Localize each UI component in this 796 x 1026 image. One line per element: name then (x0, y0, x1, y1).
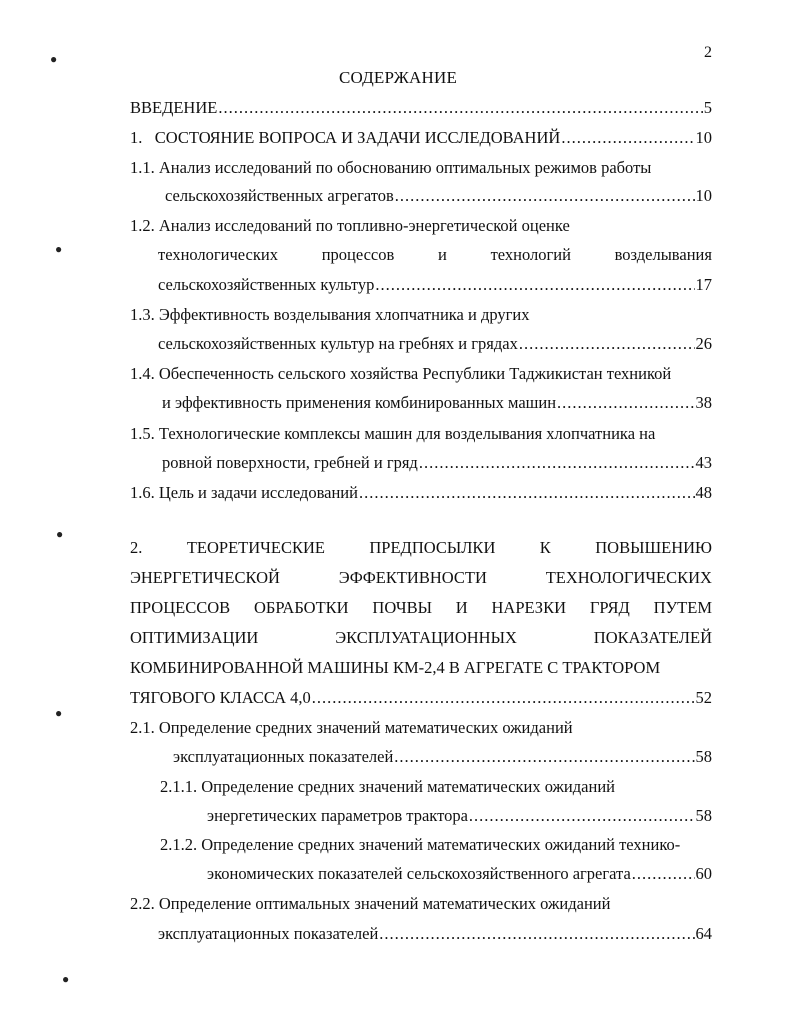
toc-entry-1-5-line1[interactable]: 1.5. Технологические комплексы машин для возделывания хлопчатника на (130, 424, 656, 443)
toc-entry-2-1-2-line1[interactable]: 2.1.2. Определение средних значений математических ожиданий технико- (160, 835, 681, 854)
word: ОБРАБОТКИ (253, 598, 349, 617)
toc-page: 58 (695, 806, 712, 825)
toc-entry-text: сельскохозяйственных культур на гребнях и грядах (158, 334, 518, 353)
toc-leader (519, 334, 695, 354)
toc-chapter-2-line5[interactable]: КОМБИНИРОВАННОЙ МАШИНЫ КМ-2,4 В АГРЕГАТЕ С ТРАКТОРОМ (130, 658, 661, 677)
toc-title: СОДЕРЖАНИЕ (338, 68, 458, 87)
word: ТЕОРЕТИЧЕСКИЕ (186, 538, 325, 557)
toc-page: 26 (695, 334, 712, 353)
toc-entry-text: ТЯГОВОГО КЛАССА 4,0 (130, 688, 311, 707)
word: ПРОЦЕССОВ (130, 598, 231, 617)
word: технологий (490, 245, 571, 264)
toc-chapter-2-line3[interactable] (130, 598, 712, 618)
toc-page: 38 (695, 393, 712, 412)
toc-entry-text: энергетических параметров трактора (207, 806, 468, 825)
toc-page: 58 (695, 747, 712, 766)
toc-leader (375, 275, 694, 295)
scan-mark-5: ● (62, 972, 70, 986)
word: возделывания (614, 245, 712, 264)
toc-entry-text: сельскохозяйственных культур (158, 275, 375, 294)
toc-page: 48 (695, 483, 712, 502)
scan-mark-1: ● (50, 52, 58, 66)
toc-page: 64 (695, 924, 712, 943)
toc-entry-2-2[interactable] (158, 924, 712, 944)
toc-leader (359, 483, 695, 503)
toc-entry-text: и эффективность применения комбинированных машин (162, 393, 557, 412)
toc-page: 60 (695, 864, 712, 883)
toc-entry-2-2-line1[interactable]: 2.2. Определение оптимальных значений математических ожиданий (130, 894, 611, 913)
word: К (539, 538, 551, 557)
toc-entry-chapter-2[interactable] (130, 688, 712, 708)
page-number: 2 (704, 44, 712, 61)
toc-leader (419, 453, 695, 473)
word: и (438, 245, 447, 264)
toc-leader (312, 688, 695, 708)
toc-entry-text: сельскохозяйственных агрегатов (165, 186, 394, 205)
word: ЭКСПЛУАТАЦИОННЫХ (335, 628, 517, 647)
word: технологических (158, 245, 278, 264)
toc-entry-1-1[interactable] (165, 186, 712, 206)
toc-entry-1-4-line1[interactable]: 1.4. Обеспеченность сельского хозяйства Республики Таджикистан техникой (130, 364, 672, 383)
word: ЭФФЕКТИВНОСТИ (338, 568, 487, 587)
toc-entry-text: ВВЕДЕНИЕ (130, 98, 218, 117)
toc-entry-2-1-line1[interactable]: 2.1. Определение средних значений математических ожиданий (130, 718, 573, 737)
toc-entry-text: ровной поверхности, гребней и гряд (162, 453, 418, 472)
toc-entry-1-2[interactable] (158, 275, 712, 295)
toc-entry-1-2-line2[interactable] (158, 245, 712, 265)
toc-page: 17 (695, 275, 712, 294)
toc-leader (395, 186, 695, 206)
toc-entry-text: эксплуатационных показателей (173, 747, 394, 766)
word: ПОКАЗАТЕЛЕЙ (593, 628, 712, 647)
toc-entry-1-1-line1[interactable]: 1.1. Анализ исследований по обоснованию оптимальных режимов работы (130, 158, 652, 177)
toc-entry-text: эксплуатационных показателей (158, 924, 379, 943)
toc-entry-text: 1.6. Цель и задачи исследований (130, 483, 358, 502)
word: И (455, 598, 468, 617)
scan-mark-2: ● (55, 242, 63, 256)
toc-entry-1-6[interactable] (130, 483, 712, 503)
toc-entry-intro[interactable] (130, 98, 712, 118)
toc-entry-1-3-line1[interactable]: 1.3. Эффективность возделывания хлопчатника и других (130, 305, 530, 324)
toc-entry-1-2-line1[interactable]: 1.2. Анализ исследований по топливно-энергетической оценке (130, 216, 570, 235)
word: 2. (130, 538, 143, 557)
scan-mark-3: ● (56, 527, 64, 541)
toc-chapter-2-line1[interactable] (130, 538, 712, 558)
toc-entry-2-1-2[interactable] (207, 864, 712, 884)
toc-chapter-2-line2[interactable] (130, 568, 712, 588)
toc-entry-chapter-1[interactable] (130, 128, 712, 148)
scan-mark-4: ● (55, 706, 63, 720)
toc-leader (469, 806, 695, 826)
word: ГРЯД (589, 598, 630, 617)
toc-leader (218, 98, 702, 118)
toc-leader (561, 128, 694, 148)
toc-leader (379, 924, 694, 944)
toc-chapter-2-line4[interactable] (130, 628, 712, 648)
word: ПУТЕМ (653, 598, 712, 617)
toc-entry-2-1[interactable] (173, 747, 712, 767)
word: ОПТИМИЗАЦИИ (130, 628, 259, 647)
toc-page: 10 (695, 128, 712, 147)
word: НАРЕЗКИ (491, 598, 566, 617)
word: ТЕХНОЛОГИЧЕСКИХ (545, 568, 712, 587)
word: процессов (321, 245, 395, 264)
toc-entry-1-4[interactable] (162, 393, 712, 413)
toc-entry-text: экономических показателей сельскохозяйственного агрегата (207, 864, 631, 883)
toc-page: 5 (703, 98, 712, 117)
toc-entry-text: 1. СОСТОЯНИЕ ВОПРОСА И ЗАДАЧИ ИССЛЕДОВАНИЙ (130, 128, 561, 147)
word: ЭНЕРГЕТИЧЕСКОЙ (130, 568, 280, 587)
toc-entry-1-3[interactable] (158, 334, 712, 354)
toc-page: 10 (695, 186, 712, 205)
toc-entry-1-5[interactable] (162, 453, 712, 473)
toc-page: 43 (695, 453, 712, 472)
toc-leader (394, 747, 694, 767)
word: ПРЕДПОСЫЛКИ (369, 538, 496, 557)
word: ПОЧВЫ (372, 598, 432, 617)
word: ПОВЫШЕНИЮ (595, 538, 712, 557)
toc-entry-2-1-1[interactable] (207, 806, 712, 826)
toc-page: 52 (695, 688, 712, 707)
toc-entry-2-1-1-line1[interactable]: 2.1.1. Определение средних значений математических ожиданий (160, 777, 615, 796)
toc-leader (632, 864, 695, 884)
toc-leader (557, 393, 694, 413)
